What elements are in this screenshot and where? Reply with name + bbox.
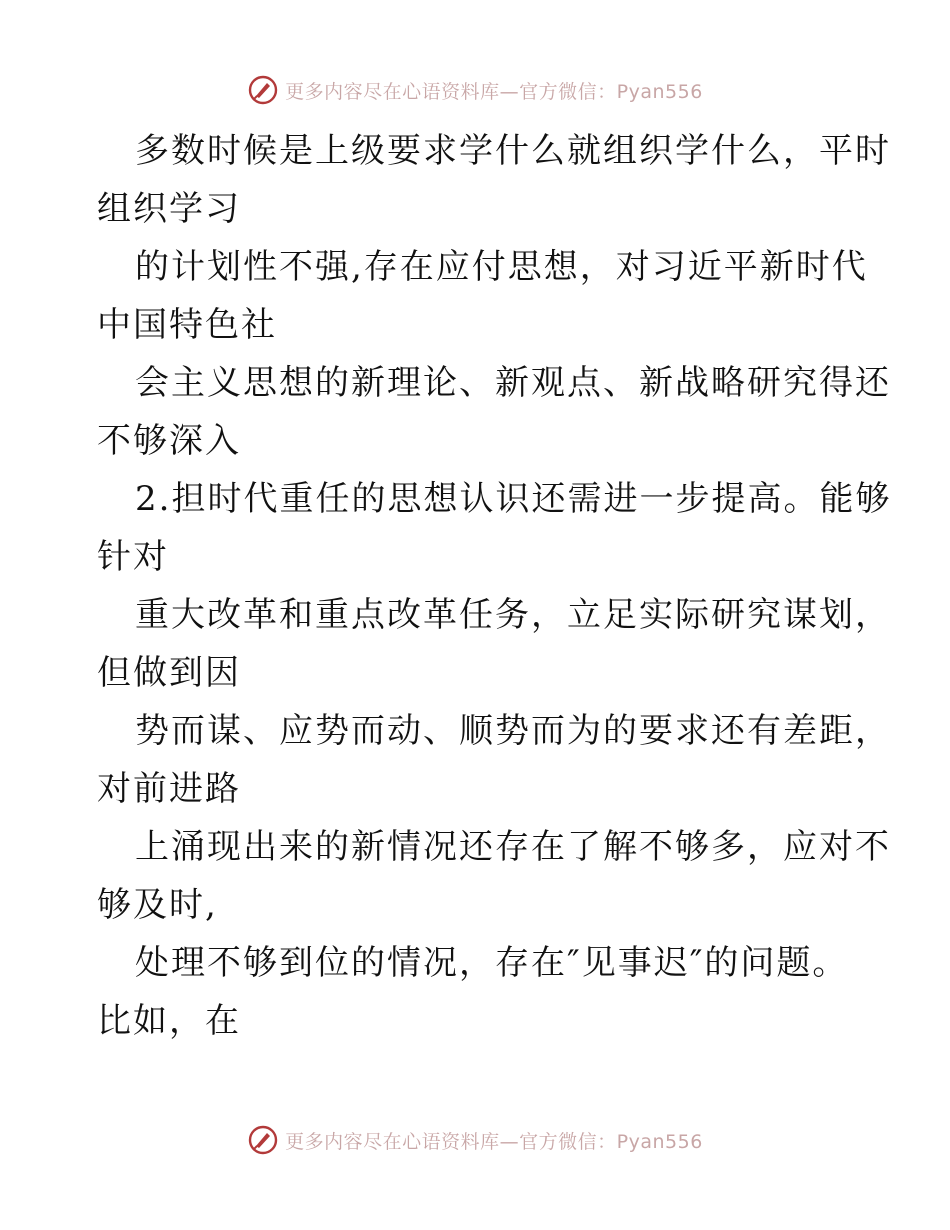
body-line-2: 组织学习 — [97, 189, 241, 229]
body-line-15: 处理不够到位的情况，存在″见事迟″的问题。 — [135, 943, 849, 983]
body-line-16: 比如，在 — [97, 1001, 241, 1041]
body-line-11: 势而谋、应势而动、顺势而为的要求还有差距， — [135, 711, 891, 751]
body-line-6: 不够深入 — [97, 421, 241, 461]
header-watermark — [0, 72, 950, 108]
body-line-9: 重大改革和重点改革任务，立足实际研究谋划， — [135, 595, 891, 635]
body-line-14: 够及时, — [97, 885, 218, 925]
body-line-7: 2.担时代重任的思想认识还需进一步提高。能够 — [135, 479, 892, 519]
body-line-10: 但做到因 — [97, 653, 241, 693]
body-line-1: 多数时候是上级要求学什么就组织学什么，平时 — [135, 131, 891, 171]
body-line-3: 的计划性不强,存在应付思想，对习近平新时代 — [135, 247, 868, 287]
body-line-12: 对前进路 — [97, 769, 241, 809]
body-line-13: 上涌现出来的新情况还存在了解不够多，应对不 — [135, 827, 891, 867]
footer-watermark — [0, 1122, 950, 1158]
document-body — [97, 122, 892, 1050]
quill-logo-icon — [247, 1124, 279, 1156]
quill-logo-icon — [247, 74, 279, 106]
body-line-4: 中国特色社 — [97, 305, 277, 345]
body-line-8: 针对 — [97, 537, 169, 577]
watermark-text: 更多内容尽在心语资料库—官方微信：Pyan556 — [285, 80, 703, 103]
body-line-5: 会主义思想的新理论、新观点、新战略研究得还 — [135, 363, 891, 403]
watermark-text: 更多内容尽在心语资料库—官方微信：Pyan556 — [285, 1130, 703, 1153]
